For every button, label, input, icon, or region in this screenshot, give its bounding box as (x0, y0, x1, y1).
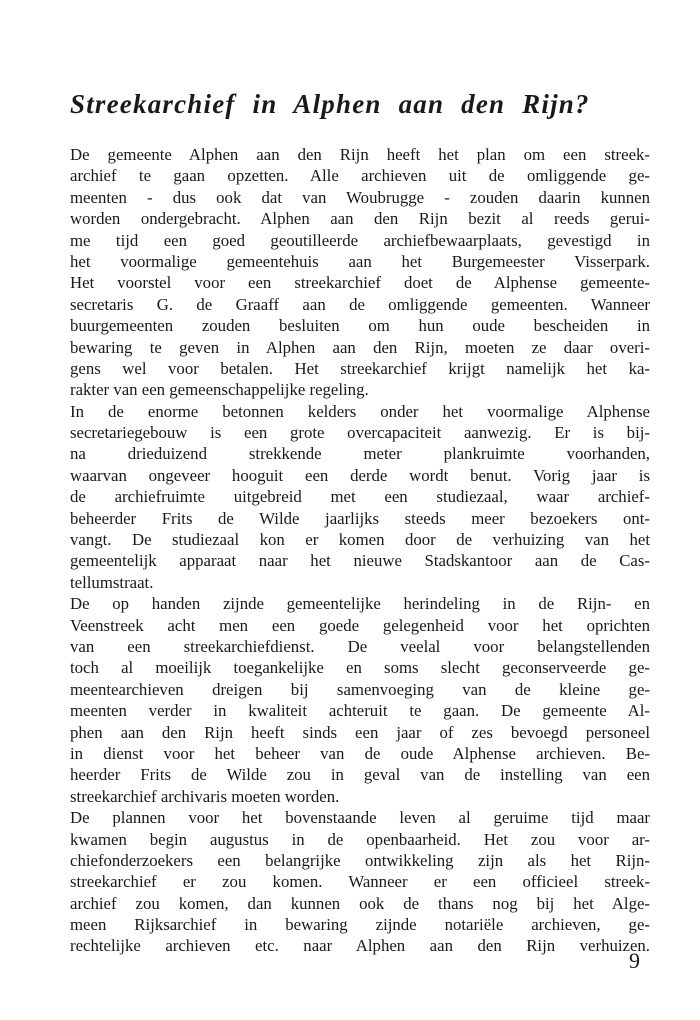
paragraph (70, 593, 650, 807)
text-line: na drieduizend strekkende meter plankruimte voorhanden, (70, 444, 650, 464)
text-line: De plannen voor het bovenstaande leven al geruime tijd maar (70, 808, 650, 828)
text-line: De op handen zijnde gemeentelijke herindeling in de Rijn- en (70, 594, 650, 614)
text-line: streekarchief er zou komen. Wanneer er een officieel streek- (70, 872, 650, 892)
text-line: archief zou komen, dan kunnen ook de thans nog bij het Alge- (70, 893, 650, 913)
text-line: phen aan den Rijn heeft sinds een jaar of zes bevoegd personeel (70, 722, 650, 742)
text-line: het voormalige gemeentehuis aan het Burgemeester Visserpark. (70, 251, 650, 271)
text-line: kwamen begin augustus in de openbaarheid. Het zou voor ar- (70, 829, 650, 849)
page-number: 9 (629, 948, 640, 973)
text-line: me tijd een goed geoutilleerde archiefbewaarplaats, gevestigd in (70, 230, 650, 250)
text-line: de archiefruimte uitgebreid met een studiezaal, waar archief- (70, 487, 650, 507)
article-title: Streekarchief in Alphen aan den Rijn? (70, 89, 590, 119)
text-line: buurgemeenten zouden besluiten om hun oude bescheiden in (70, 316, 650, 336)
text-line: beheerder Frits de Wilde jaarlijks steeds meer bezoekers ont- (70, 508, 650, 528)
text-line: in dienst voor het beheer van de oude Alphense archieven. Be- (70, 743, 650, 763)
text-line: Veenstreek acht men een goede gelegenheid voor het oprichten (70, 615, 650, 635)
text-line: meenten verder in kwaliteit achteruit te gaan. De gemeente Al- (70, 701, 650, 721)
text-line: chiefonderzoekers een belangrijke ontwikkeling zijn als het Rijn- (70, 850, 650, 870)
text-line: secretariegebouw is een grote overcapaciteit aanwezig. Er is bij- (70, 423, 650, 443)
text-line: rakter van een gemeenschappelijke regeling. (70, 380, 369, 400)
text-line: tellumstraat. (70, 572, 154, 592)
text-line: toch al moeilijk toegankelijke en soms slecht geconserveerde ge- (70, 658, 650, 678)
text-line: De gemeente Alphen aan den Rijn heeft het plan om een streek- (70, 145, 650, 164)
article-body (70, 144, 650, 957)
text-line: Het voorstel voor een streekarchief doet de Alphense gemeente- (70, 273, 650, 293)
text-line: meen Rijksarchief in bewaring zijnde notariële archieven, ge- (70, 915, 650, 935)
text-line: vangt. De studiezaal kon er komen door de verhuizing van het (70, 530, 650, 550)
text-line: meentearchieven dreigen bij samenvoeging van de kleine ge- (70, 679, 650, 699)
text-line: van een streekarchiefdienst. De veelal voor belangstellenden (70, 636, 650, 656)
paragraph (70, 401, 650, 594)
text-line: gens wel voor betalen. Het streekarchief krijgt namelijk het ka- (70, 358, 650, 378)
paragraph (70, 144, 650, 401)
text-line: waarvan ongeveer hooguit een derde wordt benut. Vorig jaar is (70, 465, 650, 485)
text-line: meenten - dus ook dat van Woubrugge - zouden daarin kunnen (70, 187, 650, 207)
text-line: streekarchief archivaris moeten worden. (70, 786, 340, 806)
text-line: secretaris G. de Graaff aan de omliggende gemeenten. Wanneer (70, 294, 650, 314)
text-line: gemeentelijk apparaat naar het nieuwe Stadskantoor aan de Cas- (70, 551, 650, 571)
text-line: heerder Frits de Wilde zou in geval van de instelling van een (70, 765, 650, 785)
text-line: rechtelijke archieven etc. naar Alphen aan den Rijn verhuizen. (70, 936, 650, 956)
text-line: worden ondergebracht. Alphen aan den Rijn bezit al reeds gerui- (70, 209, 650, 229)
text-line: archief te gaan opzetten. Alle archieven uit de omliggende ge- (70, 166, 650, 186)
paragraph (70, 807, 650, 957)
text-line: In de enorme betonnen kelders onder het voormalige Alphense (70, 401, 650, 421)
text-line: bewaring te geven in Alphen aan den Rijn, moeten ze daar overi- (70, 337, 650, 357)
